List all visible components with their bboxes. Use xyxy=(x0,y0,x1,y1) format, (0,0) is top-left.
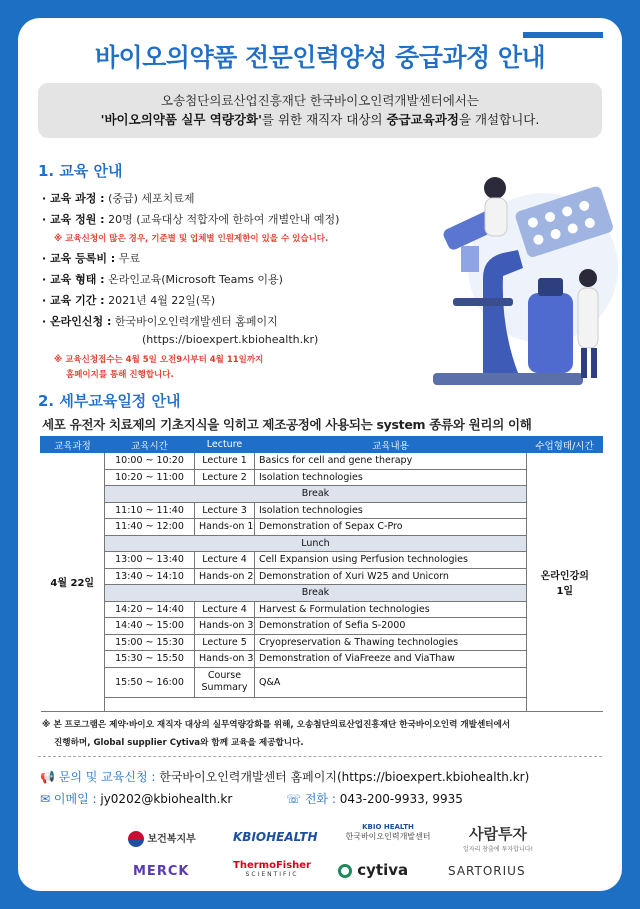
lecture-cell: Hands-on 2 xyxy=(195,568,255,585)
info-row-course xyxy=(42,188,402,209)
content-cell: Cell Expansion using Perfusion technologies xyxy=(255,552,527,569)
section-1-heading: 1. 교육 안내 xyxy=(38,162,123,180)
table-row xyxy=(41,552,603,569)
divider xyxy=(38,756,602,757)
section-2-heading: 2. 세부교육일정 안내 xyxy=(38,392,181,410)
table-row xyxy=(41,634,603,651)
schedule-table xyxy=(40,436,603,712)
info-value: (중급) 세포치료제 xyxy=(104,192,195,205)
cytiva-logo xyxy=(338,861,408,879)
time-cell: 15:30 ~ 15:50 xyxy=(105,651,195,668)
table-row xyxy=(41,453,603,470)
info-label: · 교육 기간 : xyxy=(42,294,105,307)
mohw-logo xyxy=(128,830,196,847)
time-cell: 13:40 ~ 14:10 xyxy=(105,568,195,585)
info-value: 20명 (교육대상 적합자에 한하여 개별안내 예정) xyxy=(104,213,340,226)
lecture-line-1: Course xyxy=(207,670,242,681)
time-cell: 10:00 ~ 10:20 xyxy=(105,453,195,470)
table-row xyxy=(41,651,603,668)
table-row xyxy=(41,502,603,519)
capacity-note: ※ 교육신청이 많은 경우, 기준별 및 업체별 인원제한이 있을 수 있습니다. xyxy=(54,234,329,244)
info-row-apply xyxy=(42,311,402,332)
email-value[interactable]: jy0202@kbiohealth.kr xyxy=(100,792,233,806)
intro-line-1: 오송첨단의료산업진흥재단 한국바이오인력개발센터에서는 xyxy=(161,93,479,108)
intro-bold: 중급교육과정 xyxy=(386,112,459,127)
content-cell: Cryopreservation & Thawing technologies xyxy=(255,634,527,651)
header-mode: 수업형태/시간 xyxy=(527,437,603,453)
table-row xyxy=(41,519,603,536)
page-title: 바이오의약품 전문인력양성 중급과정 안내 xyxy=(94,43,546,72)
sartorius-logo: SARTORIUS xyxy=(448,864,526,878)
phone-value: 043-200-9933, 9935 xyxy=(339,792,463,806)
kbio-logo: KBIOHEALTH xyxy=(233,830,318,844)
lunch-cell: Lunch xyxy=(105,535,527,552)
thermofisher-logo xyxy=(233,860,311,878)
spacer-row xyxy=(41,697,603,711)
content-cell: Demonstration of Xuri W25 and Unicorn xyxy=(255,568,527,585)
merck-logo: MERCK xyxy=(133,864,190,879)
apply-note-1: ※ 교육신청접수는 4월 5일 오전9시부터 4월 11일까지 xyxy=(54,355,264,365)
info-label: · 교육 형태 : xyxy=(42,273,105,286)
inquiry-label: 문의 및 교육신청 : xyxy=(58,770,156,784)
lecture-cell: Lecture 5 xyxy=(195,634,255,651)
break-cell: Break xyxy=(105,585,527,602)
people-text: 사람투자 xyxy=(469,825,527,843)
break-row xyxy=(41,585,603,602)
lecture-cell: Lecture 4 xyxy=(195,552,255,569)
kbio-center-logo xyxy=(333,823,443,842)
mohw-text: 보건복지부 xyxy=(147,834,196,845)
lecture-cell xyxy=(195,667,255,697)
footnote-line-1: ※ 본 프로그램은 제약·바이오 재직자 대상의 실무역량강화를 위해, 오송첨단의료산업진흥재단 한국바이오인력 개발센터에서 xyxy=(42,720,511,730)
break-cell: Break xyxy=(105,486,527,503)
lecture-cell: Hands-on 3 xyxy=(195,618,255,635)
intro-quote: '바이오의약품 실무 역량강화' xyxy=(100,112,262,127)
footnote-line-2: 진행하며, Global supplier Cytiva와 함께 교육을 제공합니다. xyxy=(54,738,304,748)
apply-note-2: 홈페이지를 통해 진행합니다. xyxy=(66,370,174,380)
content-cell: Harvest & Formulation technologies xyxy=(255,601,527,618)
course-date: 4월 22일 xyxy=(41,453,105,712)
phone-icon: ☏ xyxy=(286,792,302,806)
lecture-cell: Lecture 4 xyxy=(195,601,255,618)
intro-line-2 xyxy=(38,110,602,130)
time-cell: 11:40 ~ 12:00 xyxy=(105,519,195,536)
people-invest-logo xyxy=(463,823,533,853)
info-value: 2021년 4월 22일(목) xyxy=(104,294,216,307)
time-cell: 11:10 ~ 11:40 xyxy=(105,502,195,519)
table-row xyxy=(41,667,603,697)
info-row-capacity xyxy=(42,209,402,230)
table-row xyxy=(41,469,603,486)
email-line xyxy=(40,790,232,807)
cytiva-mark-icon xyxy=(338,864,352,878)
info-value: 무료 xyxy=(115,252,140,265)
table-header-row xyxy=(41,437,603,453)
course-mode xyxy=(527,453,603,712)
lecture-cell: Lecture 3 xyxy=(195,502,255,519)
lunch-row xyxy=(41,535,603,552)
lecture-cell: Hands-on 3 xyxy=(195,651,255,668)
info-row-format xyxy=(42,269,402,290)
schedule-subtitle: 세포 유전자 치료제의 기초지식을 익히고 제조공정에 사용되는 system 종류와 원리의 이해 xyxy=(42,417,532,432)
info-value: 한국바이오인력개발센터 홈페이지 xyxy=(111,315,278,328)
mode-line-1: 온라인강의 xyxy=(540,570,589,582)
education-info xyxy=(42,188,402,383)
info-label: · 온라인신청 : xyxy=(42,315,112,328)
thermo-line-2: SCIENTIFIC xyxy=(245,871,299,878)
microscope-illustration xyxy=(423,158,618,398)
mail-icon: ✉ xyxy=(40,792,51,806)
time-cell: 10:20 ~ 11:00 xyxy=(105,469,195,486)
time-cell: 15:00 ~ 15:30 xyxy=(105,634,195,651)
header-course: 교육과정 xyxy=(41,437,105,453)
cytiva-text: cytiva xyxy=(357,861,409,879)
time-cell: 14:40 ~ 15:00 xyxy=(105,618,195,635)
info-row-period xyxy=(42,290,402,311)
content-cell: Demonstration of Sepax C-Pro xyxy=(255,519,527,536)
mode-line-2: 1일 xyxy=(556,585,574,597)
content-cell: Basics for cell and gene therapy xyxy=(255,453,527,470)
inquiry-line xyxy=(40,768,529,785)
time-cell: 14:20 ~ 14:40 xyxy=(105,601,195,618)
lecture-cell: Hands-on 1 xyxy=(195,519,255,536)
flyer-sheet xyxy=(18,18,622,891)
table-row xyxy=(41,618,603,635)
phone-line xyxy=(286,790,463,807)
kbio-center-top: KBIO HEALTH xyxy=(362,823,414,831)
lecture-line-2: Summary xyxy=(201,682,248,693)
taegeuk-icon xyxy=(128,831,144,847)
info-label: · 교육 과정 : xyxy=(42,192,105,205)
intro-end: 을 개설합니다. xyxy=(458,112,540,127)
lecture-cell: Lecture 2 xyxy=(195,469,255,486)
time-cell: 15:50 ~ 16:00 xyxy=(105,667,195,697)
info-row-fee xyxy=(42,248,402,269)
break-row xyxy=(41,486,603,503)
info-label: · 교육 등록비 : xyxy=(42,252,116,265)
intro-box xyxy=(38,83,602,138)
spacer-cell xyxy=(105,697,527,711)
info-value: 온라인교육(Microsoft Teams 이용) xyxy=(104,273,283,286)
footnote xyxy=(42,716,510,752)
thermo-line-1: ThermoFisher xyxy=(233,860,311,871)
inquiry-value[interactable]: 한국바이오인력개발센터 홈페이지(https://bioexpert.kbiohealth.kr) xyxy=(159,770,530,784)
megaphone-icon: 📢 xyxy=(40,770,55,784)
intro-mid: 를 위한 재직자 대상의 xyxy=(261,112,387,127)
header-time: 교육시간 xyxy=(105,437,195,453)
info-label: · 교육 정원 : xyxy=(42,213,105,226)
table-row xyxy=(41,568,603,585)
lecture-cell: Lecture 1 xyxy=(195,453,255,470)
phone-label: 전화 : xyxy=(304,792,336,806)
time-cell: 13:00 ~ 13:40 xyxy=(105,552,195,569)
people-sub-text: 일자리 창출에 투자합니다! xyxy=(463,846,533,853)
content-cell: Isolation technologies xyxy=(255,469,527,486)
kbio-center-text: 한국바이오인력개발센터 xyxy=(345,832,431,841)
content-cell: Demonstration of ViaFreeze and ViaThaw xyxy=(255,651,527,668)
content-cell: Demonstration of Sefia S-2000 xyxy=(255,618,527,635)
header-lecture: Lecture xyxy=(195,437,255,453)
header-content: 교육내용 xyxy=(255,437,527,453)
content-cell: Q&A xyxy=(255,667,527,697)
apply-url: (https://bioexpert.kbiohealth.kr) xyxy=(142,333,319,346)
content-cell: Isolation technologies xyxy=(255,502,527,519)
table-row xyxy=(41,601,603,618)
email-label: 이메일 : xyxy=(53,792,97,806)
